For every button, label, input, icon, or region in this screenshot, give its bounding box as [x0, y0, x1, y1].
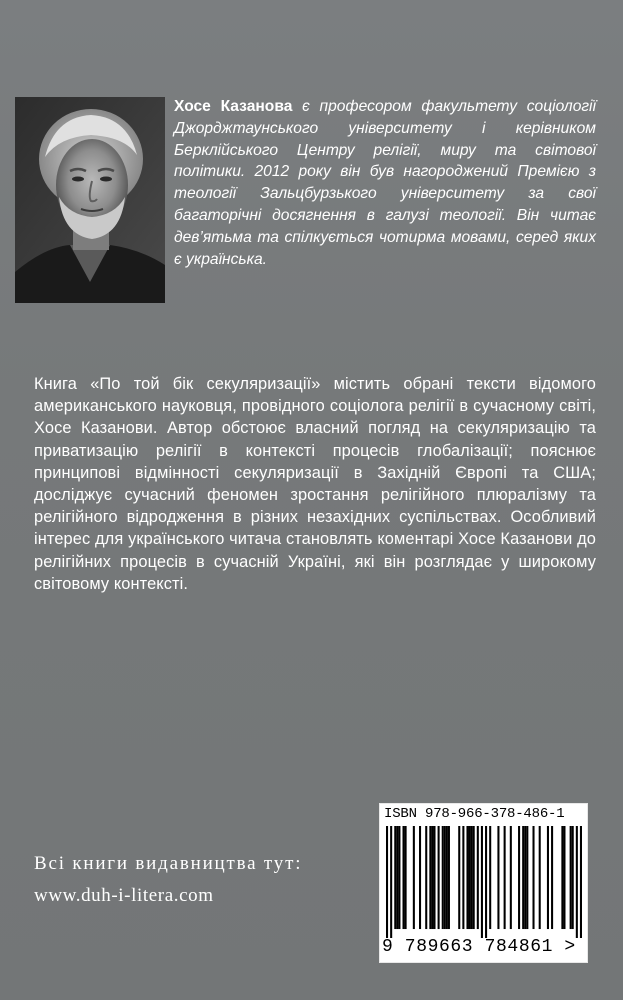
publisher-info — [34, 853, 302, 907]
barcode-bar — [413, 826, 415, 929]
barcode-bar — [442, 826, 444, 929]
author-name: Хосе Казанова — [174, 98, 293, 115]
barcode-bar — [466, 826, 468, 929]
publisher-caption: Всі книги видавництва тут: — [34, 853, 303, 874]
barcode-bar — [398, 826, 400, 929]
barcode-bar — [448, 826, 450, 929]
barcode-bar — [481, 826, 483, 938]
barcode-bar — [561, 826, 563, 929]
barcode-bar — [539, 826, 541, 929]
barcode-bar — [469, 826, 471, 929]
barcode-bar — [580, 826, 582, 938]
barcode-bar — [446, 826, 448, 929]
barcode-bar — [438, 826, 440, 929]
author-portrait-image — [15, 97, 165, 303]
barcode-bar — [576, 826, 578, 938]
barcode-bar — [394, 826, 396, 929]
barcode-bar — [390, 826, 392, 938]
author-bio — [174, 96, 596, 270]
barcode-bar — [518, 826, 520, 929]
barcode-bar — [497, 826, 499, 929]
barcode-bars — [386, 826, 582, 938]
barcode-bar — [386, 826, 388, 938]
barcode-bar — [563, 826, 565, 929]
barcode-digits: 9 789663 784861 > — [382, 937, 576, 957]
barcode-bar — [405, 826, 407, 929]
book-description: Книга «По той бік секуляризації» містить обрані тексти відомого американського науковця, провідного соціолога релігії в сучасному світі, Хосе Казанови. Автор обстоює власний погляд на секуляризацію та приватизацію релігії в контексті процесів глобалізації; пояснює принципові відмінності секуляризації в Західній Європі та США; досліджує сучасний феномен зростання релігійного плюралізму та релігійного відродження в різних незахідних суспільствах. Особливий інтерес для українського читача становлять коментарі Хосе Казанови до релігійних процесів в сучасній Україні, які він розглядає у широкому світовому контексті. — [34, 375, 596, 593]
barcode-bar — [403, 826, 405, 929]
barcode-bar — [477, 826, 479, 929]
barcode-bar — [462, 826, 464, 929]
barcode-bar — [504, 826, 506, 929]
barcode-bar — [429, 826, 431, 929]
barcode-bar — [547, 826, 549, 929]
barcode — [379, 803, 588, 963]
barcode-bar — [485, 826, 487, 938]
barcode-bar — [522, 826, 524, 929]
barcode-bar — [551, 826, 553, 929]
barcode-bar — [473, 826, 475, 929]
barcode-bar — [572, 826, 574, 929]
barcode-bar — [419, 826, 421, 929]
author-photo — [15, 97, 165, 303]
barcode-bar — [489, 826, 491, 929]
barcode-bar — [433, 826, 435, 929]
barcode-bar — [570, 826, 572, 929]
barcode-bar — [444, 826, 446, 929]
barcode-bar — [458, 826, 460, 929]
barcode-bar — [396, 826, 398, 929]
barcode-bar — [526, 826, 528, 929]
author-bio-text: є професором факультету соціології Джорджтаунського університету і керівником Берклійського Центру релігії, миру та світової політики. 2012 року він був нагороджений Премією з теології Зальцбурзького університету за свої багаторічні досягнення в галузі теології. Він читає дев’ятьма та спілкується чотирма мовами, серед яких є українська. — [174, 98, 596, 268]
barcode-bar — [425, 826, 427, 929]
barcode-bar — [471, 826, 473, 929]
barcode-bar — [524, 826, 526, 929]
barcode-bar — [431, 826, 433, 929]
barcode-bar — [532, 826, 534, 929]
barcode-bar — [510, 826, 512, 929]
publisher-website: www.duh-i-litera.com — [34, 885, 214, 906]
isbn-number: ISBN 978-966-378-486-1 — [384, 806, 565, 822]
